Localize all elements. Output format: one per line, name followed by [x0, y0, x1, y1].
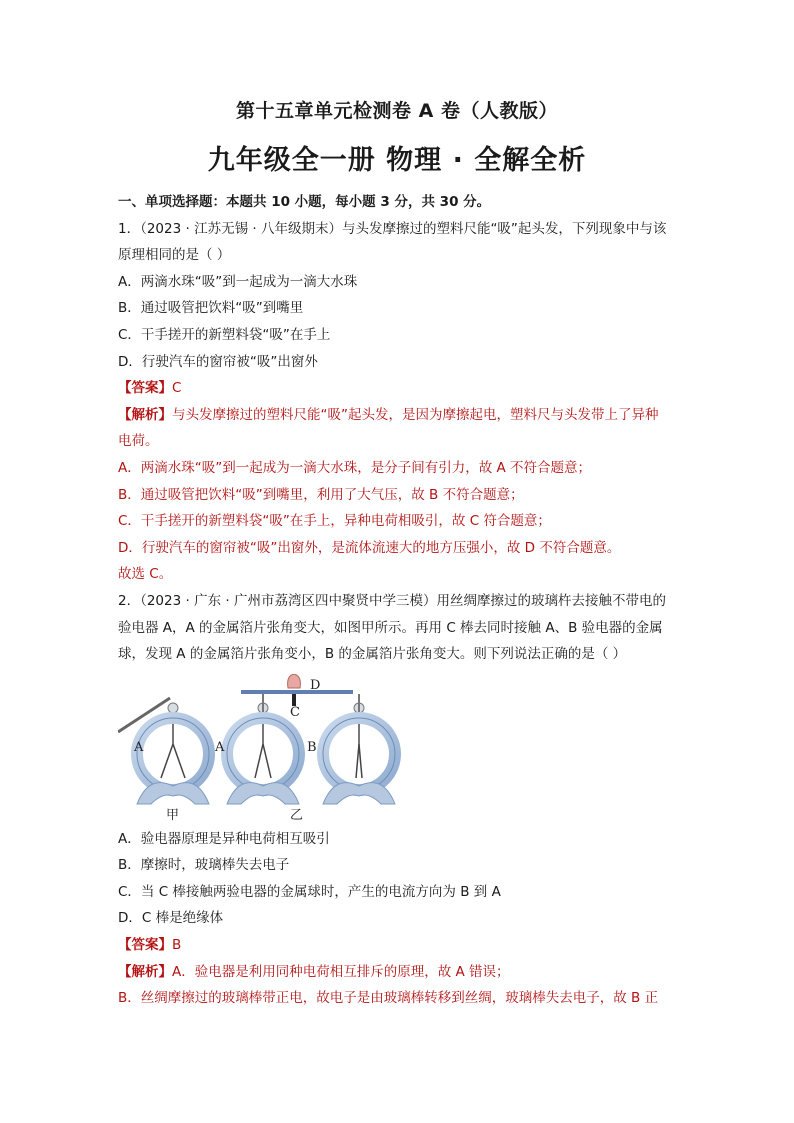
q1-analysis-a: A．两滴水珠“吸”到一起成为一滴大水珠，是分子间有引力，故 A 不符合题意； — [118, 459, 592, 476]
electroscope-yi-b — [323, 694, 395, 804]
rod-c — [241, 690, 353, 694]
q1-option-d: D．行驶汽车的窗帘被“吸”出窗外 — [118, 353, 318, 370]
q1-analysis-c: C．干手搓开的新塑料袋“吸”在手上，异种电荷相吸引，故 C 符合题意； — [118, 513, 551, 530]
q1-analysis-d: D．行驶汽车的窗帘被“吸”出窗外，是流体流速大的地方压强小，故 D 不符合题意。 — [118, 539, 621, 556]
q2-stem-line2: 验电器 A，A 的金属箔片张角变大，如图甲所示。再用 C 棒去同时接触 A、B 验电器的金属 — [118, 619, 663, 636]
electroscope-jia — [137, 703, 209, 804]
label-yi: 乙 — [290, 807, 304, 823]
q1-analysis-line2: 电荷。 — [118, 433, 159, 450]
q1-analysis-b: B．通过吸管把饮料“吸”到嘴里，利用了大气压，故 B 不符合题意； — [118, 486, 524, 503]
document-title: 九年级全一册 物理 · 全解全析 — [207, 145, 587, 176]
analysis-text: 与头发摩擦过的塑料尺能“吸”起头发，是因为摩擦起电，塑料尺与头发带上了异种 — [172, 406, 659, 423]
label-c: C — [290, 704, 300, 720]
document-body — [118, 189, 678, 1012]
q2-option-b: B．摩擦时，玻璃棒失去电子 — [118, 857, 290, 874]
q2-option-d: D．C 棒是绝缘体 — [118, 910, 224, 927]
q2-option-c: C．当 C 棒接触两验电器的金属球时，产生的电流方向为 B 到 A — [118, 883, 501, 900]
q2-answer — [118, 932, 678, 959]
q1-answer — [118, 375, 678, 402]
answer-value: B — [172, 937, 182, 954]
label-b: B — [307, 739, 317, 755]
electroscope-yi-a — [227, 694, 299, 804]
answer-tag: 【答案】 — [118, 380, 172, 397]
q1-conclusion: 故选 C。 — [118, 566, 173, 583]
analysis-text: A．验电器是利用同种电荷相互排斥的原理，故 A 错误； — [172, 963, 510, 980]
q1-stem-line2: 原理相同的是（ ） — [118, 247, 231, 264]
label-a-yi: A — [215, 739, 225, 755]
answer-value: C — [172, 380, 182, 397]
q2-stem-line1: 2．（2023 · 广东 · 广州市荔湾区四中聚贤中学三模）用丝绸摩擦过的玻璃杵去接触不带电的 — [118, 592, 666, 609]
electroscope-illustration — [118, 674, 678, 822]
answer-tag: 【答案】 — [118, 937, 172, 954]
label-a-jia: A — [134, 739, 144, 755]
q2-analysis-line2: B．丝绸摩擦过的玻璃棒带正电，故电子是由玻璃棒转移到丝绸，玻璃棒失去电子，故 B 正 — [118, 990, 659, 1007]
q2-analysis-line1 — [118, 959, 678, 986]
label-d: D — [310, 677, 321, 693]
section-heading: 一、单项选择题：本题共 10 小题，每小题 3 分，共 30 分。 — [118, 194, 491, 210]
q1-analysis-line1 — [118, 402, 678, 429]
analysis-tag: 【解析】 — [118, 406, 172, 423]
document-subtitle: 第十五章单元检测卷 A 卷（人教版） — [236, 100, 558, 122]
hand-icon — [288, 674, 301, 688]
analysis-tag: 【解析】 — [118, 963, 172, 980]
q2-stem-line3: 球，发现 A 的金属箔片张角变小，B 的金属箔片张角变大。则下列说法正确的是（ ） — [118, 646, 627, 663]
q1-option-a: A．两滴水珠“吸”到一起成为一滴大水珠 — [118, 273, 358, 290]
electroscope-figure — [118, 674, 678, 822]
q1-option-b: B．通过吸管把饮料“吸”到嘴里 — [118, 300, 304, 317]
label-jia: 甲 — [166, 807, 180, 823]
q2-option-a: A．验电器原理是异种电荷相互吸引 — [118, 830, 330, 847]
q1-option-c: C．干手搓开的新塑料袋“吸”在手上 — [118, 326, 331, 343]
q1-stem-line1: 1．（2023 · 江苏无锡 · 八年级期末）与头发摩擦过的塑料尺能“吸”起头发，下列现象中与该 — [118, 220, 667, 237]
